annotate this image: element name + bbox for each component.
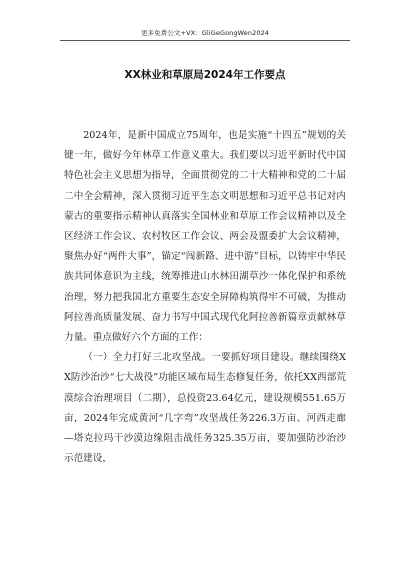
body-paragraph: （一）全力打好三北攻坚战。一要抓好项目建设。继续围绕XX防沙治沙“七大战役”功能区域布局生态修复任务，依托XX西部荒漠综合治理项目（二期），总投资23.64亿元，建设规模551.65万亩，2024年完成黄河“几字弯”攻坚战任务226.3万亩、河西走廊—塔克拉玛干沙漠边缘阻击战任务325.35万亩，要加强防沙治沙示范建设， <box>64 352 346 465</box>
document-title: XX林业和草原局2024年工作要点 <box>124 69 286 81</box>
header-divider <box>60 40 350 41</box>
header-note: 更多免费公文+VX：GliGeGongWen2024 <box>140 29 270 37</box>
body-paragraph: 2024年，是新中国成立75周年，也是实施“十四五”规划的关键一年，做好今年林草工作意义重大。我们要以习近平新时代中国特色社会主义思想为指导，全面贯彻党的二十大精神和党的二十届二中全会精神，深入贯彻习近平生态文明思想和习近平总书记对内蒙古的重要指示精神认真落实全国林业和草原工作会议精神以及全区经济工作会议、农村牧区工作会议、两会及盟委扩大会议精神，聚焦办好“两件大事”，锚定“闯新路、进中游”目标，以铸牢中华民族共同体意识为主线，统筹推进山水林田湖草沙一体化保护和系统治理，努力把我国北方重要生态安全屏障构筑得牢不可破，为推动阿拉善高质量发展、奋力书写中国式现代化阿拉善新篇章贡献林草力量。重点做好六个方面的工作： <box>64 130 346 344</box>
document-body <box>64 126 346 469</box>
